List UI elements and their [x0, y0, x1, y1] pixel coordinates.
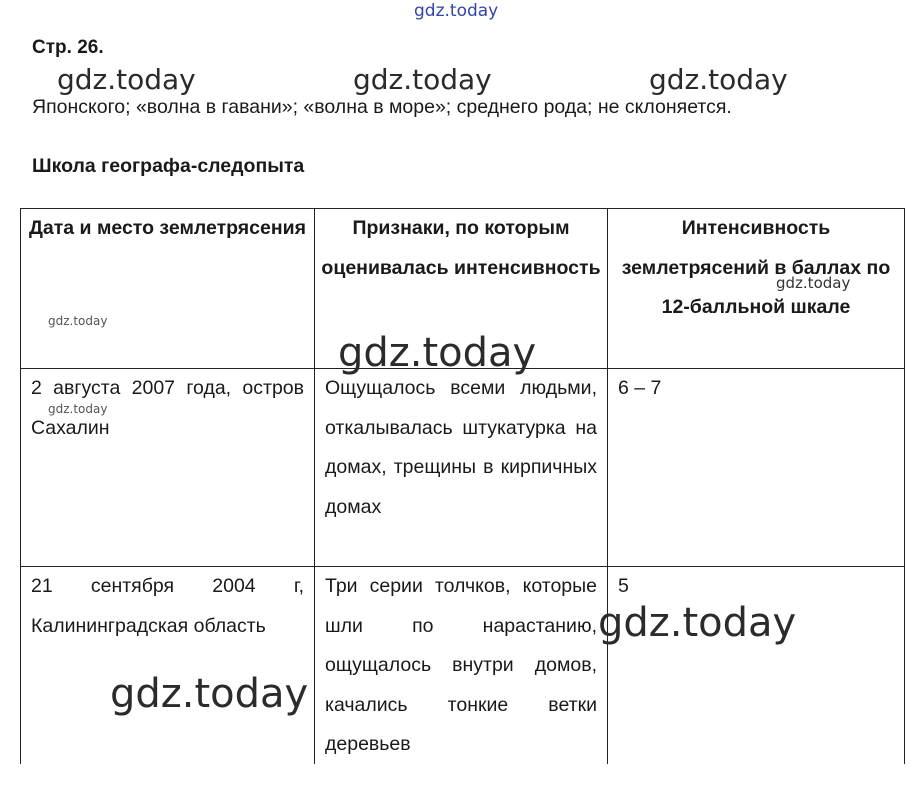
watermark: gdz.today: [57, 63, 196, 96]
watermark: gdz.today: [110, 671, 309, 717]
watermark: gdz.today: [776, 274, 851, 292]
cell-signs: Три серии толчков, которые шли по нарастанию, ощущалось внутри домов, качались тонкие ветки деревьев: [315, 567, 608, 766]
table-row: [21, 567, 905, 766]
cell-place-date: 21 сентября 2004 г, Калининградская область: [21, 567, 315, 766]
cell-signs: Ощущалось всеми людьми, откалывалась штукатурка на домах, трещины в кирпичных домах: [315, 369, 608, 567]
answer-text: Японского; «волна в гавани»; «волна в море»; среднего рода; не склоняется.: [32, 96, 732, 118]
watermark: gdz.today: [338, 330, 537, 376]
header-signs: Признаки, по которым оценивалась интенсивность: [315, 209, 608, 369]
table-header-row: [21, 209, 905, 369]
section-title: Школа географа-следопыта: [32, 155, 305, 177]
watermark: gdz.today: [598, 600, 797, 646]
page-reference: Стр. 26.: [32, 37, 104, 58]
watermark: gdz.today: [353, 63, 492, 96]
watermark: gdz.today: [649, 63, 788, 96]
earthquake-table: [20, 208, 905, 766]
table-row: [21, 369, 905, 567]
header-place-date: Дата и место землетрясения: [21, 209, 315, 369]
watermark: gdz.today: [48, 314, 108, 328]
header-intensity: Интенсивность землетрясений в баллах по 12-балльной шкале: [608, 209, 905, 369]
table-bottom-mask: [20, 764, 906, 768]
watermark-top: gdz.today: [414, 1, 499, 21]
cell-place-date: 2 августа 2007 года, остров Сахалин: [21, 369, 315, 567]
watermark: gdz.today: [48, 402, 108, 416]
cell-intensity: 6 – 7: [608, 369, 905, 567]
cell-intensity: 5: [608, 567, 905, 766]
